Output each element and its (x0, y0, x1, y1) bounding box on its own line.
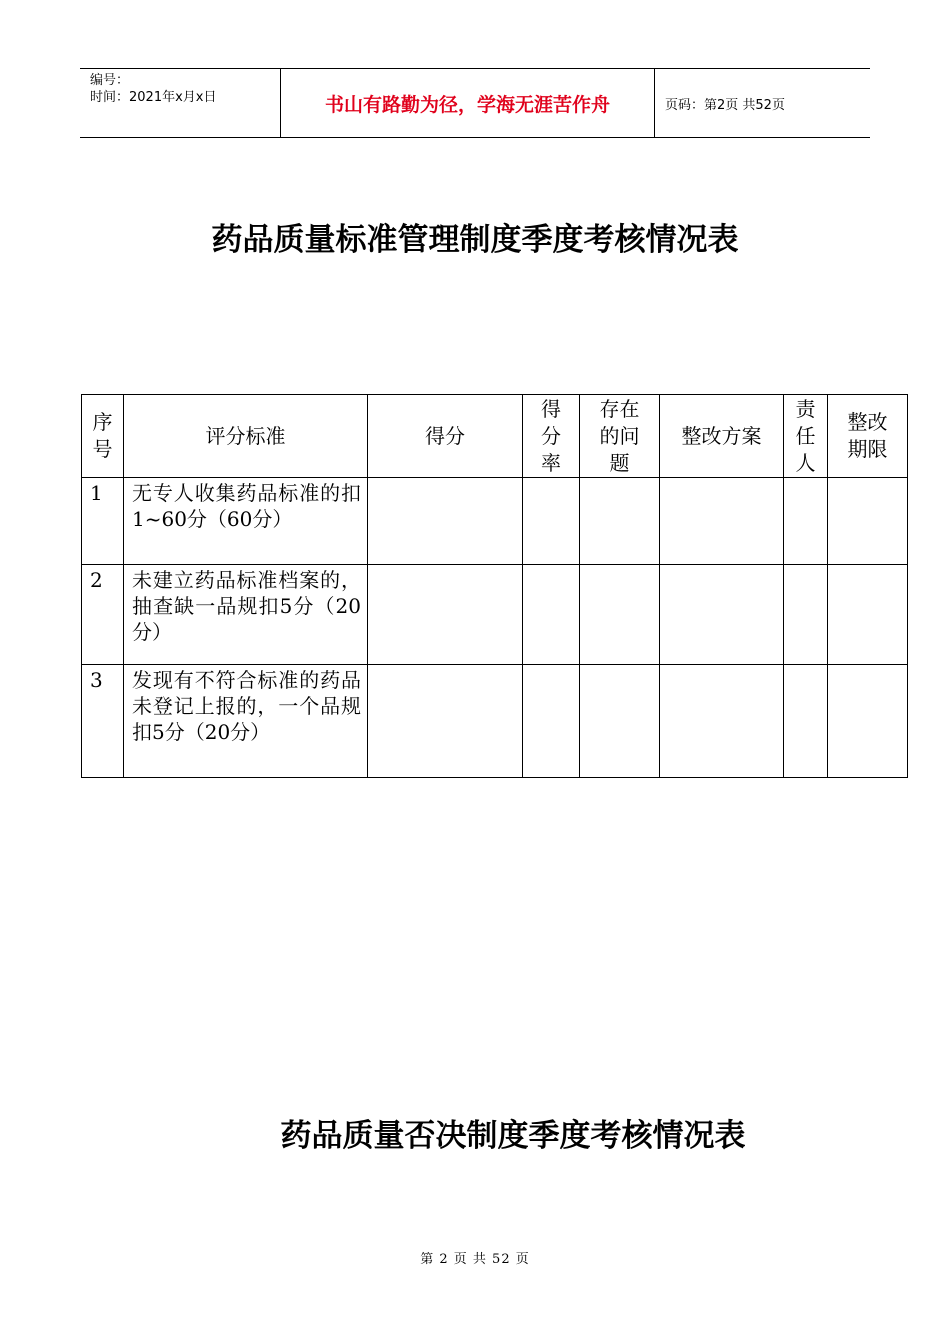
row-owner (784, 478, 828, 565)
header-rate: 得分率 (523, 395, 580, 478)
row-rate (523, 665, 580, 778)
row-plan (660, 478, 784, 565)
row-owner (784, 565, 828, 665)
table-row (82, 478, 908, 565)
row-issues (580, 665, 660, 778)
row-plan (660, 565, 784, 665)
row-criteria: 无专人收集药品标准的扣1~60分（60分） (124, 478, 368, 565)
document-time-label: 时间：2021年x月x日 (90, 90, 217, 105)
row-score (368, 478, 523, 565)
header-plan: 整改方案 (660, 395, 784, 478)
table-row (82, 565, 908, 665)
header-page-label: 页码：第2页 共52页 (665, 97, 785, 113)
assessment-table (81, 394, 908, 778)
row-criteria: 未建立药品标准档案的，抽查缺一品规扣5分（20分） (124, 565, 368, 665)
row-deadline (828, 478, 908, 565)
header-index: 序号 (82, 395, 124, 478)
row-rate (523, 565, 580, 665)
header-criteria: 评分标准 (124, 395, 368, 478)
header-score: 得分 (368, 395, 523, 478)
page-footer: 第 2 页 共 52 页 (420, 1252, 530, 1267)
header-owner: 责任人 (784, 395, 828, 478)
table-header-row (82, 395, 908, 478)
header-deadline: 整改期限 (828, 395, 908, 478)
row-index: 2 (82, 565, 124, 665)
row-score (368, 565, 523, 665)
row-rate (523, 478, 580, 565)
row-score (368, 665, 523, 778)
row-index: 1 (82, 478, 124, 565)
document-number-label: 编号： (90, 73, 130, 88)
row-plan (660, 665, 784, 778)
document-title: 药品质量标准管理制度季度考核情况表 (211, 222, 739, 258)
row-owner (784, 665, 828, 778)
header-meta (80, 69, 281, 137)
table-row (82, 665, 908, 778)
page-header (80, 68, 870, 138)
row-criteria: 发现有不符合标准的药品未登记上报的，一个品规扣5分（20分） (124, 665, 368, 778)
row-deadline (828, 665, 908, 778)
row-deadline (828, 565, 908, 665)
header-motto: 书山有路勤为径，学海无涯苦作舟 (281, 69, 655, 137)
second-title: 药品质量否决制度季度考核情况表 (280, 1118, 746, 1154)
row-index: 3 (82, 665, 124, 778)
header-issues: 存在的问题 (580, 395, 660, 478)
row-issues (580, 478, 660, 565)
row-issues (580, 565, 660, 665)
